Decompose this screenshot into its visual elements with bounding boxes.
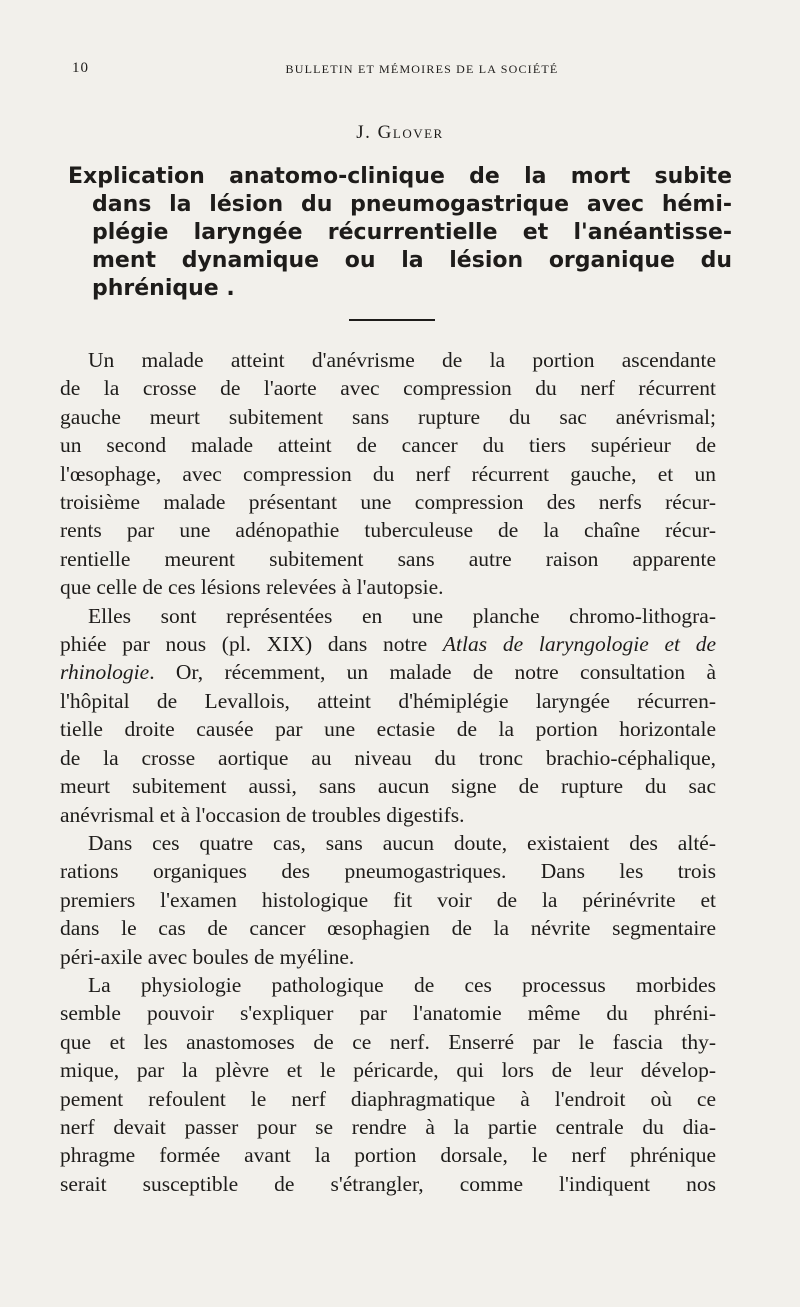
text-line: un second malade atteint de cancer du tiers supérieur de bbox=[60, 433, 716, 458]
title-line: Explication anatomo-clinique de la mort subite bbox=[68, 164, 732, 189]
italic-book-title: Atlas de laryngologie et de bbox=[442, 632, 716, 657]
title-line: phrénique . bbox=[92, 276, 235, 301]
text-line: phragme formée avant la portion dorsale, le nerf phrénique bbox=[60, 1143, 716, 1168]
text-line: La physiologie pathologique de ces processus morbides bbox=[88, 972, 716, 997]
title-line: plégie laryngée récurrentielle et l'anéantisse- bbox=[92, 220, 732, 245]
text-run: . Or, récemment, un malade de notre consultation à bbox=[149, 660, 716, 685]
text-line: mique, par la plèvre et le péricarde, qui lors de leur dévelop- bbox=[60, 1058, 716, 1083]
running-header bbox=[72, 60, 740, 80]
text-line: Un malade atteint d'anévrisme de la portion ascendante bbox=[88, 348, 716, 372]
paragraph bbox=[60, 971, 716, 1198]
text-line: l'œsophage, avec compression du nerf récurrent gauche, et un bbox=[60, 461, 716, 486]
text-line: rents par une adénopathie tuberculeuse de la chaîne récur- bbox=[60, 518, 716, 543]
text-line: Elles sont représentées en une planche chromo-lithogra- bbox=[88, 603, 716, 628]
text-line: pement refoulent le nerf diaphragmatique à l'endroit où ce bbox=[60, 1086, 716, 1111]
text-line: l'hôpital de Levallois, atteint d'hémiplégie laryngée récurren- bbox=[60, 688, 716, 713]
separator-rule bbox=[349, 319, 435, 321]
journal-title: BULLETIN ET MÉMOIRES DE LA SOCIÉTÉ bbox=[285, 62, 559, 76]
italic-book-title: rhinologie bbox=[60, 660, 150, 685]
article-body bbox=[60, 346, 716, 1198]
text-line: que et les anastomoses de ce nerf. Enserré par le fascia thy- bbox=[60, 1029, 716, 1054]
text-line: de la crosse de l'aorte avec compression du nerf récurrent bbox=[60, 376, 716, 401]
text-line: péri-axile avec boules de myéline. bbox=[60, 944, 355, 969]
text-line: meurt subitement aussi, sans aucun signe de rupture du sac bbox=[60, 774, 716, 799]
paragraph bbox=[60, 346, 716, 602]
text-line: Dans ces quatre cas, sans aucun doute, existaient des alté- bbox=[88, 830, 716, 855]
text-line: anévrismal et à l'occasion de troubles digestifs. bbox=[60, 802, 465, 827]
text-line: gauche meurt subitement sans rupture du sac anévrismal; bbox=[60, 404, 716, 429]
paragraph bbox=[60, 602, 716, 829]
text-line: serait susceptible de s'étrangler, comme l'indiquent nos bbox=[60, 1171, 716, 1196]
text-line: tielle droite causée par une ectasie de la portion horizontale bbox=[60, 717, 716, 742]
text-line: troisième malade présentant une compression des nerfs récur- bbox=[60, 490, 716, 515]
text-line bbox=[60, 630, 716, 658]
text-line: que celle de ces lésions relevées à l'autopsie. bbox=[60, 575, 444, 600]
text-run: phiée par nous (pl. XIX) dans notre bbox=[60, 632, 443, 657]
text-line bbox=[60, 658, 716, 686]
page-number: 10 bbox=[72, 60, 89, 76]
article-author: J. Glover bbox=[356, 122, 444, 143]
paragraph bbox=[60, 829, 716, 971]
text-line: premiers l'examen histologique fit voir de la périnévrite et bbox=[60, 887, 716, 912]
text-line: rentielle meurent subitement sans autre raison apparente bbox=[60, 546, 716, 571]
article-title bbox=[68, 163, 732, 303]
text-line: dans le cas de cancer œsophagien de la névrite segmentaire bbox=[60, 916, 716, 941]
text-line: semble pouvoir s'expliquer par l'anatomie même du phréni- bbox=[60, 1001, 716, 1026]
text-line: de la crosse aortique au niveau du tronc brachio-céphalique, bbox=[60, 745, 716, 770]
text-line: rations organiques des pneumogastriques. Dans les trois bbox=[60, 859, 716, 884]
text-line: nerf devait passer pour se rendre à la partie centrale du dia- bbox=[60, 1114, 716, 1139]
title-line: dans la lésion du pneumogastrique avec hémi- bbox=[92, 192, 732, 217]
title-line: ment dynamique ou la lésion organique du bbox=[92, 248, 732, 273]
